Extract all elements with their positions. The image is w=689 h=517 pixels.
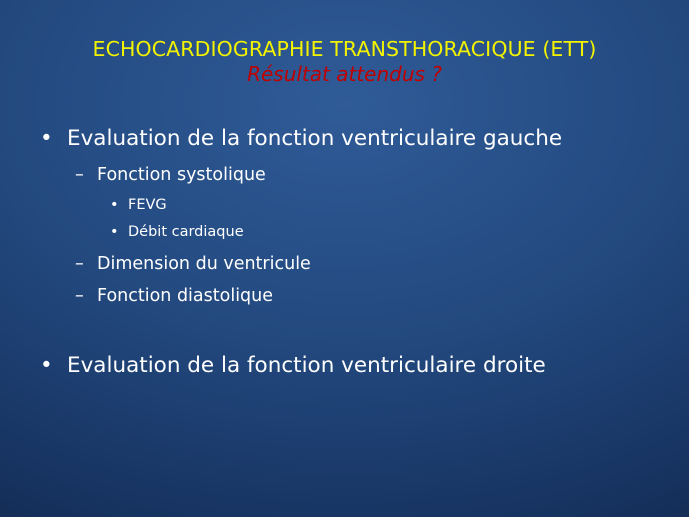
bullet-right-ventricle xyxy=(40,353,546,378)
subsubbullet-text: Débit cardiaque xyxy=(128,224,244,240)
bullet-marker-small: • xyxy=(110,197,119,213)
dash-marker: – xyxy=(75,286,84,306)
bullet-marker-small: • xyxy=(110,224,119,240)
dash-marker: – xyxy=(75,254,84,274)
subbullet-systolic-function xyxy=(75,165,266,185)
bullet-text: Evaluation de la fonction ventriculaire gauche xyxy=(67,126,563,151)
bullet-marker: • xyxy=(40,126,53,151)
bullet-text: Evaluation de la fonction ventriculaire droite xyxy=(67,353,546,378)
bullet-marker: • xyxy=(40,353,53,378)
subbullet-text: Fonction systolique xyxy=(97,165,266,185)
slide-subtitle: Résultat attendus ? xyxy=(247,62,442,86)
subsubbullet-fevg xyxy=(110,197,167,213)
subbullet-diastolic-function xyxy=(75,286,273,306)
subbullet-text: Fonction diastolique xyxy=(97,286,274,306)
subbullet-text: Dimension du ventricule xyxy=(97,254,311,274)
slide-title: ECHOCARDIOGRAPHIE TRANSTHORACIQUE (ETT) xyxy=(92,37,597,61)
bullet-left-ventricle xyxy=(40,126,562,151)
title-block xyxy=(0,36,689,86)
subbullet-ventricle-dimension xyxy=(75,254,311,274)
subsubbullet-text: FEVG xyxy=(128,197,167,213)
dash-marker: – xyxy=(75,165,84,185)
subsubbullet-cardiac-output xyxy=(110,224,244,240)
